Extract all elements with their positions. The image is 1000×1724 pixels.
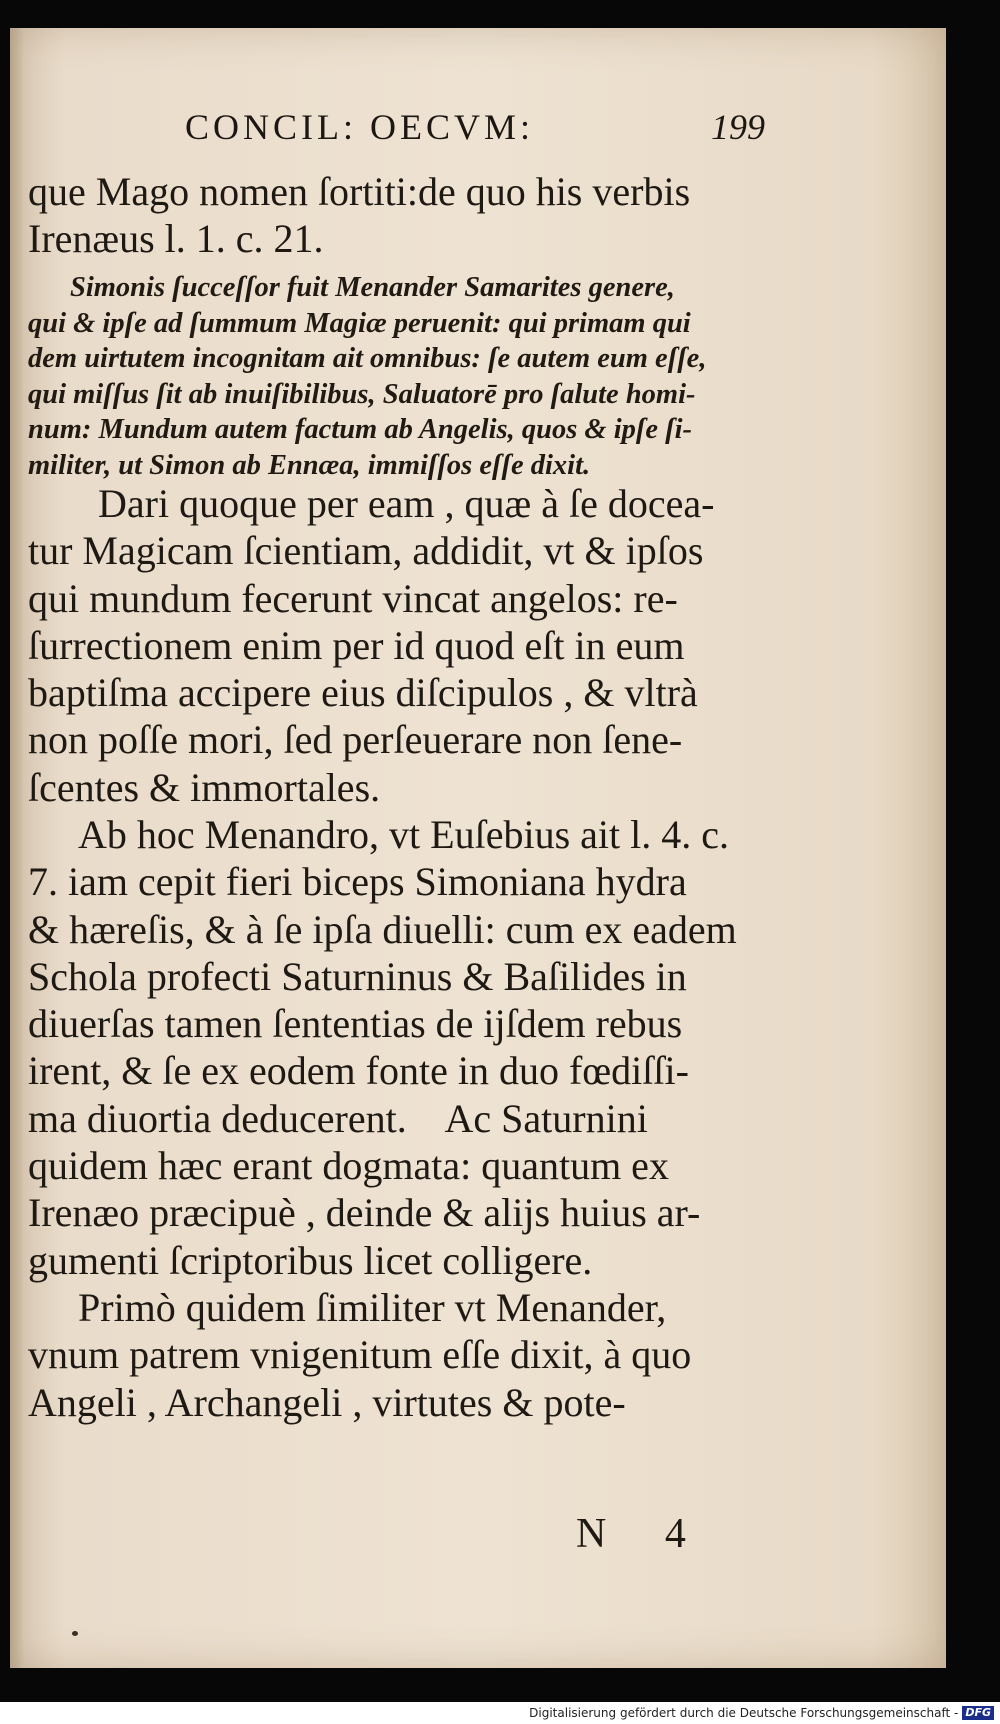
text-line: quidem hæc erant dogmata: quantum ex xyxy=(28,1143,669,1189)
text-line: ma diuortia deducerent. Ac Saturnini xyxy=(28,1095,648,1141)
text-line: qui mundum fecerunt vincat angelos: re- xyxy=(28,575,678,621)
text-line: Schola profecti Saturninus & Baſilides in xyxy=(28,953,687,999)
text-line: Ab hoc Menandro, vt Euſebius ait l. 4. c. xyxy=(78,812,729,857)
text-line: Primò quidem ſimiliter vt Menander, xyxy=(78,1285,667,1330)
text-line: Irenæo præcipuè , deinde & alijs huius ar- xyxy=(28,1190,701,1236)
ink-speck xyxy=(72,1631,78,1636)
running-head-title: CONCIL: OECVM: xyxy=(185,107,535,147)
paragraph-2 xyxy=(28,811,776,1284)
text-line: non poſſe mori, ſed perſeuerare non ſene- xyxy=(28,717,683,763)
page-edge xyxy=(10,28,24,1668)
text-line: Angeli , Archangeli , virtutes & pote- xyxy=(28,1379,626,1425)
text-line: ſurrectionem enim per id quod eſt in eum xyxy=(28,622,685,668)
text-line: Dari quoque per eam , quæ à ſe docea- xyxy=(98,481,715,526)
footer-bar xyxy=(0,1702,1000,1724)
text-block-top xyxy=(28,168,776,263)
dfg-logo: DFG xyxy=(962,1706,994,1720)
signature-mark: N 4 xyxy=(576,1511,710,1557)
text-line: gumenti ſcriptoribus licet colligere. xyxy=(28,1237,593,1283)
quote-line: num: Mundum autem factum ab Angelis, quos & ipſe ſi- xyxy=(28,414,693,445)
running-head xyxy=(185,106,765,148)
text-line: Irenæus l. 1. c. 21. xyxy=(28,216,324,262)
text-line: baptiſma accipere eius diſcipulos , & vltrà xyxy=(28,670,698,716)
book-page xyxy=(10,28,946,1668)
quote-line: Simonis ſucceſſor fuit Menander Samarites genere, xyxy=(70,272,675,303)
paragraph-3 xyxy=(28,1284,776,1426)
footer-text: Digitalisierung gefördert durch die Deutsche Forschungsgemeinschaft - xyxy=(529,1706,959,1720)
text-line: diuerſas tamen ſententias de ijſdem rebus xyxy=(28,1001,683,1047)
paragraph-1 xyxy=(28,480,776,811)
quotation-block xyxy=(28,270,776,483)
text-line: ſcentes & immortales. xyxy=(28,764,381,810)
quote-line: dem uirtutem incognitam ait omnibus: ſe autem eum eſſe, xyxy=(28,343,707,374)
text-line: vnum patrem vnigenitum eſſe dixit, à quo xyxy=(28,1332,692,1378)
quote-line: qui miſſus ſit ab inuiſibilibus, Saluatorē pro ſalute homi- xyxy=(28,378,696,410)
text-line: irent, & ſe ex eodem fonte in duo fœdiſſi- xyxy=(28,1048,689,1094)
text-line: que Mago nomen ſortiti:de quo his verbis xyxy=(28,169,691,214)
text-line: & hæreſis, & à ſe ipſa diuelli: cum ex eadem xyxy=(28,906,737,952)
page-number: 199 xyxy=(711,107,765,147)
quote-line: militer, ut Simon ab Ennæa, immiſſos eſſe dixit. xyxy=(28,449,591,481)
quote-line: qui & ipſe ad ſummum Magiæ peruenit: qui primam qui xyxy=(28,307,691,339)
text-line: tur Magicam ſcientiam, addidit, vt & ipſos xyxy=(28,528,704,574)
text-line: 7. iam cepit fieri biceps Simoniana hydra xyxy=(28,859,687,905)
